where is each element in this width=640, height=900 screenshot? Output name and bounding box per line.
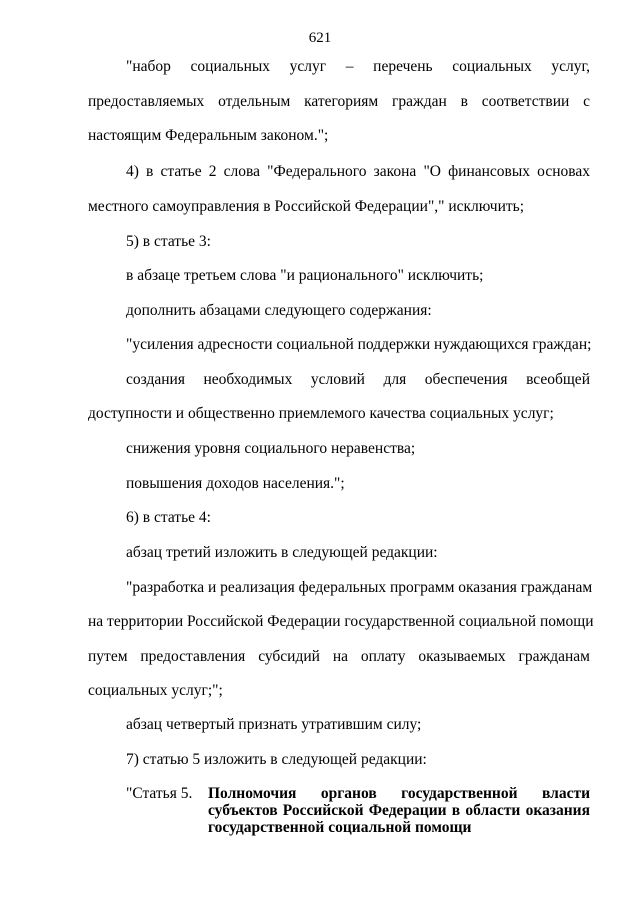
text-line: местного самоуправления в Российской Федерации"," исключить; (88, 198, 525, 215)
text-line: создания необходимых условий для обеспечения всеобщей (126, 371, 590, 388)
article-label: "Статья 5. (126, 785, 193, 802)
text-line: путем предоставления субсидий на оплату оказываемых гражданам (88, 648, 590, 665)
text-line: настоящим Федеральным законом."; (88, 127, 329, 144)
text-line: абзац четвертый признать утратившим силу; (126, 716, 422, 733)
text-line: повышения доходов населения."; (126, 475, 345, 492)
page-number: 621 (308, 30, 332, 46)
text-line: абзац третий изложить в следующей редакции: (126, 544, 438, 561)
text-line: "разработка и реализация федеральных программ оказания гражданам (126, 579, 593, 596)
text-line: в абзаце третьем слова "и рационального" исключить; (126, 267, 484, 284)
article-title-line: Полномочия органов государственной власти (208, 785, 590, 802)
text-line: "усиления адресности социальной поддержки нуждающихся граждан; (126, 336, 592, 353)
text-line: доступности и общественно приемлемого качества социальных услуг; (88, 405, 554, 422)
text-line: социальных услуг;"; (88, 682, 223, 699)
text-line: дополнить абзацами следующего содержания: (126, 302, 432, 319)
text-line: снижения уровня социального неравенства; (126, 440, 416, 457)
text-line: предоставляемых отдельным категориям граждан в соответствии с (88, 93, 590, 110)
text-line: 7) статью 5 изложить в следующей редакции: (126, 751, 427, 768)
text-line: "набор социальных услуг – перечень социальных услуг, (126, 58, 590, 75)
article-title (208, 785, 590, 836)
text-line: 4) в статье 2 слова "Федерального закона "О финансовых основах (126, 163, 590, 180)
text-line: 6) в статье 4: (126, 509, 211, 526)
text-line: на территории Российской Федерации государственной социальной помощи (88, 613, 594, 630)
article-title-line: субъектов Российской Федерации в области оказания (208, 802, 590, 819)
text-line: 5) в статье 3: (126, 233, 211, 250)
article-title-line: государственной социальной помощи (208, 819, 472, 836)
